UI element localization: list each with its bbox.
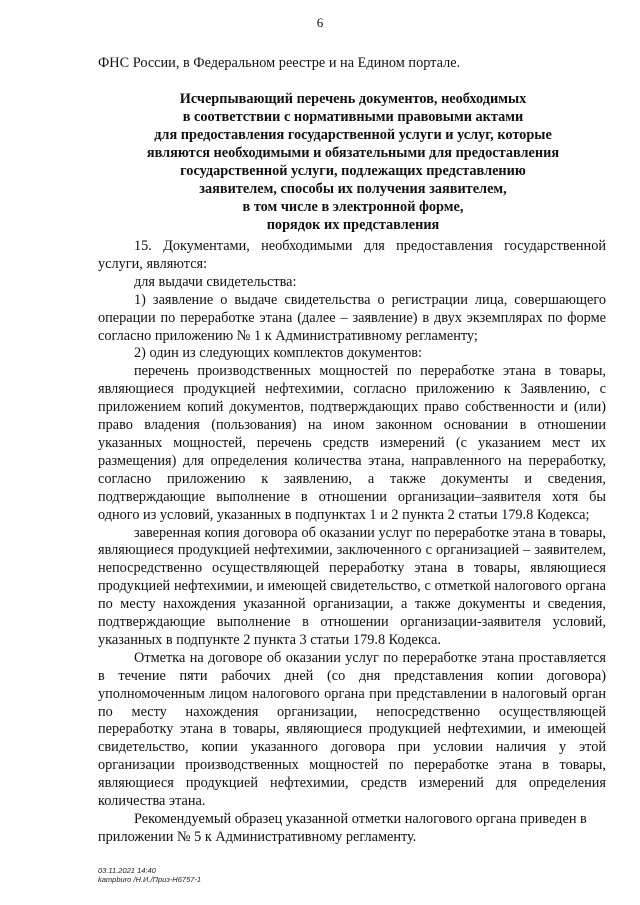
heading-line: в том числе в электронной форме, — [242, 199, 464, 215]
paragraph-sample-reference: Рекомендуемый образец указанной отметки налогового органа приведен в приложении № 5 к Административному регламенту. — [98, 811, 587, 845]
paragraph-contract-mark: Отметка на договоре об оказании услуг по переработке этана проставляется в течение пяти рабочих дней (со дня представления копии договора) уполномоченным лицом налогового органа при представлении в налоговый орган по месту нахождения организации, непосредственно осуществляющей переработку этана в товары, являющиеся продукцией нефтехимии, и имеющей свидетельство, копии указанного договора при условии наличия у этой организации производственных мощностей по переработке этана в товары, являющиеся продукцией нефтехимии, средств измерений для определения количества этана. — [98, 649, 606, 810]
document-body — [98, 238, 606, 847]
paragraph-15: 15. Документами, необходимыми для предоставления государственной услуги, являются: — [98, 238, 606, 272]
footer-signature: kampburo /Н.И./Приз-Н6757-1 — [98, 875, 202, 884]
paragraph-item-2: 2) один из следующих комплектов документов: — [134, 345, 423, 362]
heading-line: в соответствии с нормативными правовыми актами — [182, 109, 524, 125]
paragraph-item-1: 1) заявление о выдаче свидетельства о регистрации лица, совершающего операции по переработке этана (далее – заявление) в двух экземплярах по форме согласно приложению № 1 к Административному регламенту; — [98, 291, 606, 344]
heading-line: заявителем, способы их получения заявителем, — [199, 181, 507, 197]
page-number: 6 — [316, 15, 324, 30]
paragraph-capacity-list: перечень производственных мощностей по переработке этана в товары, являющиеся продукцией нефтехимии, согласно приложению к Заявлению, с приложением копий документов, подтверждающих право собственности и (или) право владения (пользования) на ином законном основании в отношении указанных мощностей, перечень средств измерений (с указанием мест их размещения) для определения количества этана, направленного на переработку, согласно приложению к заявлению, а также документы и сведения, подтверждающие выполнение в отношении организации–заявителя хотя бы одного из условий, указанных в подпунктах 1 и 2 пункта 2 статьи 179.8 Кодекса; — [98, 363, 606, 523]
heading-line: порядок их представления — [266, 217, 440, 233]
intro-line: ФНС России, в Федеральном реестре и на Едином портале. — [98, 55, 461, 71]
heading-line: государственной услуги, подлежащих представлению — [180, 163, 526, 179]
footer-date: 03.11.2021 14:40 — [98, 866, 156, 875]
heading-line: Исчерпывающий перечень документов, необходимых — [179, 91, 527, 107]
paragraph-certificate-intro: для выдачи свидетельства: — [134, 273, 297, 290]
paragraph-contract-copy: заверенная копия договора об оказании услуг по переработке этана в товары, являющиеся продукцией нефтехимии, заключенного с организацией – заявителем, непосредственно осуществляющей переработку этана в товары, являющиеся продукцией нефтехимии, и имеющей свидетельство, с отметкой налогового органа по месту нахождения указанной организации, а также документы и сведения, подтверждающие выполнение в отношении организации-заявителя условий, указанных в подпункте 2 пункта 3 статьи 179.8 Кодекса. — [98, 524, 606, 648]
heading-line: являются необходимыми и обязательными для предоставления — [146, 145, 560, 161]
section-heading — [98, 90, 608, 234]
footer-stamp — [98, 866, 398, 884]
heading-line: для предоставления государственной услуги и услуг, которые — [154, 127, 552, 143]
